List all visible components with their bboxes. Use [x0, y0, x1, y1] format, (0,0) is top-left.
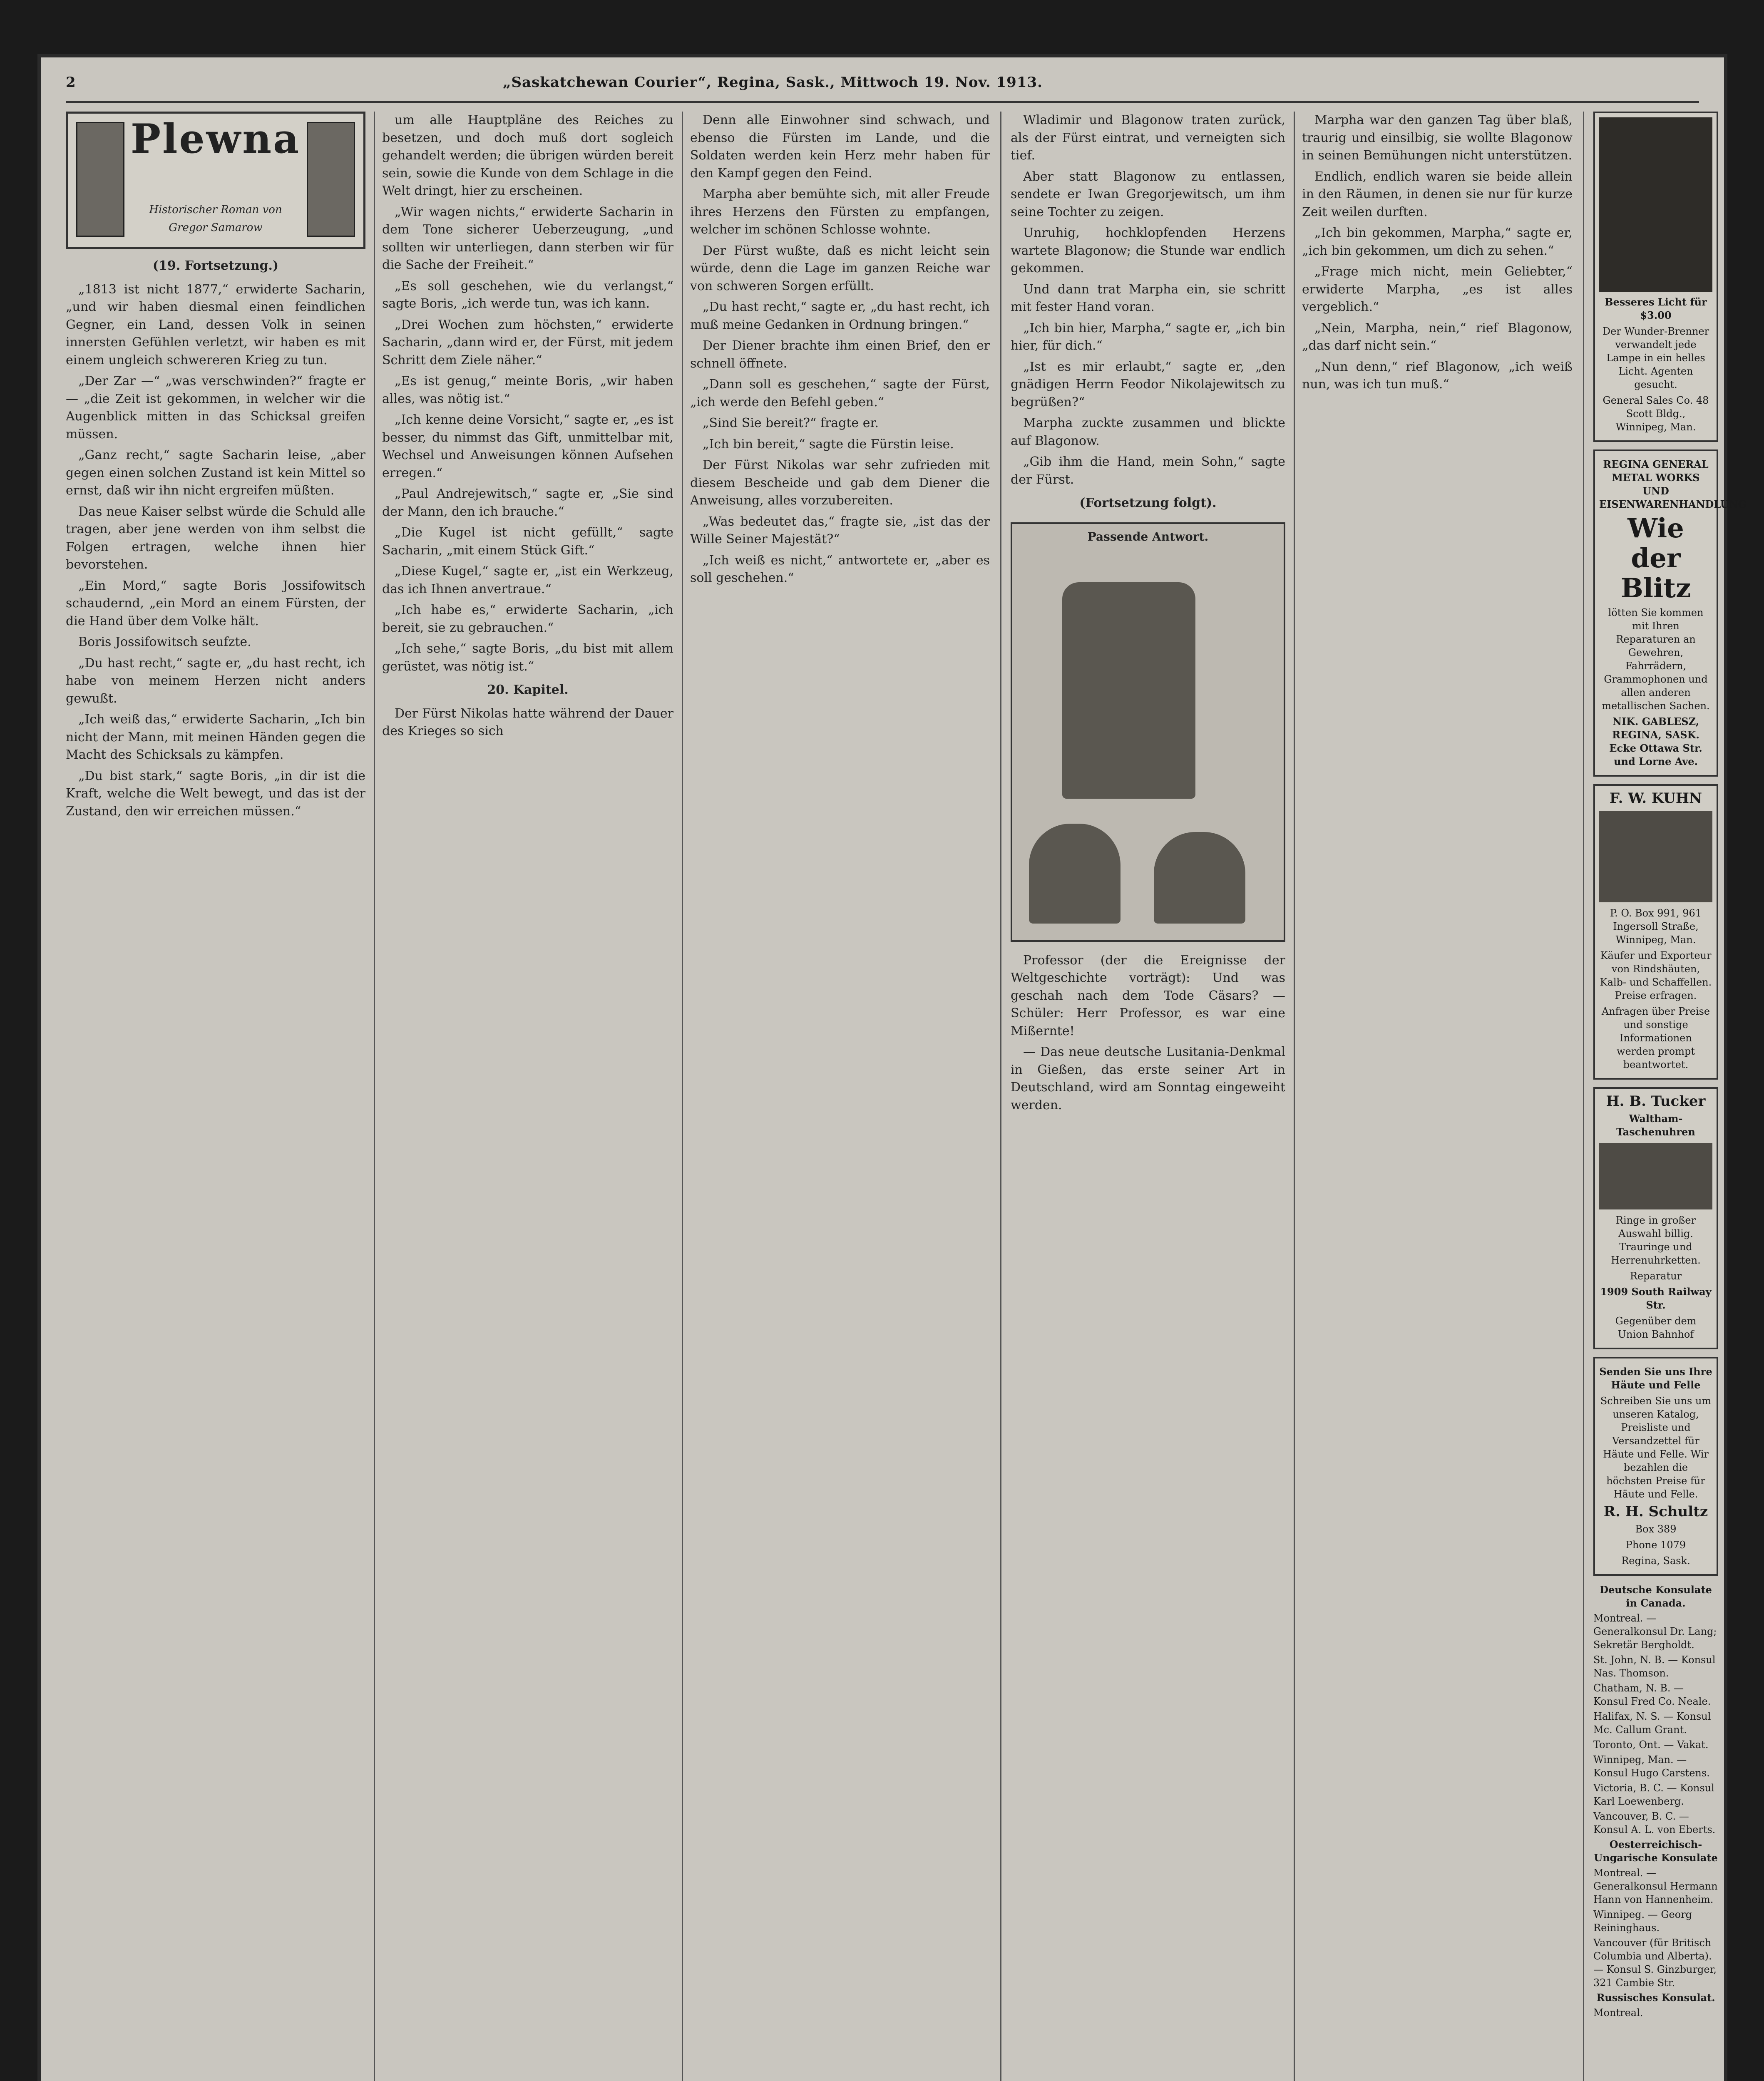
paragraph: „Du bist stark,“ sagte Boris, „in dir ist die Kraft, welche die Welt bewegt, und das ist der Zustand, den wir erreichen müssen.“ — [66, 768, 365, 819]
ad-text: Der Wunder-Brenner verwandelt jede Lampe in ein helles Licht. Agenten gesucht. — [1602, 325, 1709, 390]
paragraph: Der Fürst wußte, daß es nicht leicht sein würde, denn die Lage im ganzen Reiche war von schweren Sorgen erfüllt. — [690, 243, 990, 293]
paragraph: Marpha war den ganzen Tag über blaß, traurig und einsilbig, sie wollte Blagonow in seinen Bemühungen nicht unterstützen. — [1302, 113, 1573, 163]
paragraph: „Was bedeutet das,“ fragte sie, „ist das der Wille Seiner Majestät?“ — [690, 514, 990, 546]
ad-text: Käufer und Exporteur von Rindshäuten, Kalb- und Schaffellen. Preise erfragen. — [1600, 950, 1712, 1001]
to-be-continued: (Fortsetzung folgt). — [1079, 496, 1217, 510]
paragraph: Wladimir und Blagonow traten zurück, als der Fürst eintrat, und verneigten sich tief. — [1011, 113, 1285, 163]
chapter-heading: 20. Kapitel. — [487, 683, 569, 697]
ad-heading: REGINA GENERAL METAL WORKS UND EISENWARENHANDLUNG — [1599, 458, 1747, 510]
list-item: Montreal. — Generalkonsul Dr. Lang; Sekretär Bergholdt. — [1593, 1612, 1717, 1651]
ads-column — [1593, 112, 1747, 2081]
paragraph: „Nun denn,“ rief Blagonow, „ich weiß nun, was ich tun muß.“ — [1302, 359, 1573, 392]
list-item: Chatham, N. B. — Konsul Fred Co. Neale. — [1593, 1682, 1711, 1707]
paragraph: „Ich bin gekommen, Marpha,“ sagte er, „ich bin gekommen, um dich zu sehen.“ — [1302, 226, 1573, 258]
ad-text: lötten Sie kommen mit Ihren Reparaturen an Gewehren, Fahrrädern, Grammophonen und allen anderen metallischen Sachen. — [1602, 607, 1710, 712]
continuation-note: (19. Fortsetzung.) — [152, 258, 279, 273]
serial-subtitle: Historischer Roman von Gregor Samarow — [149, 204, 282, 234]
news-item: — Das neue deutsche Lusitania-Denkmal in Gießen, das erste seiner Art in Deutschland, wird am Sonntag eingeweiht werden. — [1011, 1045, 1285, 1113]
paragraph: „Wir wagen nichts,“ erwiderte Sacharin in dem Tone sicherer Ueberzeugung, „und sollten wir unterliegen, dann sterben wir für die Sache der Freiheit.“ — [382, 204, 673, 272]
list-item: Victoria, B. C. — Konsul Karl Loewenberg. — [1593, 1782, 1714, 1807]
paragraph: „Der Zar —“ „was verschwinden?“ fragte er — „die Zeit ist gekommen, in welcher wir die Augenblick mitten in das Schicksal greifen müssen. — [66, 374, 365, 442]
paragraph: „Sind Sie bereit?“ fragte er. — [703, 416, 879, 430]
cartoon-text: Professor (der die Ereignisse der Weltgeschichte vorträgt): Und was geschah nach dem Tode Cäsars? — Schüler: Herr Professor, es war eine Mißernte! — [1011, 953, 1285, 1038]
clock-image — [1599, 1143, 1712, 1209]
ad-slogan: Wie der Blitz — [1620, 513, 1691, 604]
column-divider — [1583, 112, 1584, 2081]
ad-sub: Waltham-Taschenuhren — [1616, 1113, 1695, 1138]
ad-text: Ringe in großer Auswahl billig. Trauringe und Herrenuhrketten. — [1611, 1214, 1701, 1266]
ad-name: H. B. Tucker — [1606, 1093, 1706, 1110]
ad-schultz — [1593, 1357, 1718, 1576]
list-item: Montreal. — Generalkonsul Hermann Hann von Hannenheim. — [1593, 1867, 1718, 1905]
cartoon-illustration — [1011, 522, 1285, 942]
ad-text: Schreiben Sie uns um unseren Katalog, Preisliste und Versandzettel für Häute und Felle. Wir bezahlen die höchsten Preise für Häute und Felle. — [1600, 1395, 1712, 1500]
paragraph: Der Fürst Nikolas hatte während der Dauer des Krieges so sich — [382, 706, 673, 738]
ad-sub: Anfragen über Preise und sonstige Informationen werden prompt beantwortet. — [1601, 1006, 1710, 1070]
paragraph: „Ich sehe,“ sagte Boris, „du bist mit allem gerüstet, was nötig ist.“ — [382, 641, 673, 674]
column-divider — [1000, 112, 1001, 2081]
ad-tucker — [1593, 1087, 1718, 1349]
column-2 — [382, 112, 673, 2081]
ad-name: R. H. Schultz — [1603, 1503, 1708, 1520]
ad-lamp — [1593, 112, 1718, 442]
paragraph: „Drei Wochen zum höchsten,“ erwiderte Sacharin, „dann wird er, der Fürst, mit jedem Schritt dem Ziele näher.“ — [382, 317, 673, 368]
title-illustration-right — [307, 122, 355, 237]
paragraph: Endlich, endlich waren sie beide allein in den Räumen, in denen sie nur für kurze Zeit weilen durften. — [1302, 169, 1573, 219]
ad-heading: Besseres Licht für $3.00 — [1605, 296, 1707, 321]
ad-box: Box 389 — [1635, 1523, 1677, 1535]
ad-heading: Senden Sie uns Ihre Häute und Felle — [1599, 1366, 1712, 1391]
paragraph: „Ich weiß es nicht,“ antwortete er, „aber es soll geschehen.“ — [690, 553, 990, 585]
paragraph: „1813 ist nicht 1877,“ erwiderte Sacharin, „und wir haben diesmal einen feindlichen Gegner, ein Land, dessen Volk in seinen innersten Gefühlen verletzt, wir haben es mit einem ungleich schwereren Krieg zu tun. — [66, 282, 365, 368]
list-item: Winnipeg. — Georg Reininghaus. — [1593, 1909, 1692, 1934]
column-divider — [682, 112, 683, 2081]
column-4 — [1011, 112, 1285, 2081]
list-item: Halifax, N. S. — Konsul Mc. Callum Grant. — [1593, 1711, 1711, 1736]
paragraph: „Du hast recht,“ sagte er, „du hast recht, ich muß meine Gedanken in Ordnung bringen.“ — [690, 300, 990, 332]
paragraph: „Dann soll es geschehen,“ sagte der Fürst, „ich werde den Befehl geben.“ — [690, 377, 990, 410]
professor-figure — [1062, 582, 1195, 799]
paragraph: „Ich bin bereit,“ sagte die Fürstin leise. — [703, 437, 954, 452]
cartoon-caption: Passende Antwort. — [1087, 529, 1209, 544]
paragraph: Der Fürst Nikolas war sehr zufrieden mit diesem Bescheide und gab dem Diener die Anweisung, alles vorzubereiten. — [690, 458, 990, 508]
ad-phone: Phone 1079 — [1625, 1539, 1686, 1551]
paragraph: „Frage mich nicht, mein Geliebter,“ erwiderte Marpha, „es ist alles vergeblich.“ — [1302, 264, 1573, 314]
ad-footer: NIK. GABLESZ, REGINA, SASK. Ecke Ottawa Str. und Lorne Ave. — [1609, 715, 1702, 767]
ad-repair: Reparatur — [1630, 1270, 1682, 1282]
masthead: „Saskatchewan Courier“, Regina, Sask., Mittwoch 19. Nov. 1913. — [503, 74, 1043, 91]
paragraph: um alle Hauptpläne des Reiches zu besetzen, und doch muß dort sogleich gehandelt werden; die übrigen würden bereit sein, sowie die Kunde von dem Schlage in die Welt dringt, hier zu erscheinen. — [382, 113, 673, 198]
paragraph: „Paul Andrejewitsch,“ sagte er, „Sie sind der Mann, den ich brauche.“ — [382, 487, 673, 519]
list-item: Montreal. — [1593, 2007, 1643, 2019]
ad-footer: General Sales Co. 48 Scott Bldg., Winnipeg, Man. — [1603, 395, 1709, 433]
section-heading: Deutsche Konsulate in Canada. — [1600, 1584, 1712, 1609]
header-rule — [66, 101, 1699, 103]
page-header — [66, 74, 1699, 99]
paragraph: Marpha zuckte zusammen und blickte auf Blagonow. — [1011, 416, 1285, 448]
paragraph: „Es soll geschehen, wie du verlangst,“ sagte Boris, „ich werde tun, was ich kann. — [382, 278, 673, 311]
paragraph: „Ist es mir erlaubt,“ sagte er, „den gnädigen Herrn Feodor Nikolajewitsch zu begrüßen?“ — [1011, 359, 1285, 410]
list-item: St. John, N. B. — Konsul Nas. Thomson. — [1593, 1654, 1716, 1679]
paragraph: Und dann trat Marpha ein, sie schritt mit fester Hand voran. — [1011, 282, 1285, 314]
column-divider — [374, 112, 375, 2081]
paragraph: „Die Kugel ist nicht gefüllt,“ sagte Sacharin, „mit einem Stück Gift.“ — [382, 525, 673, 558]
ad-note: Gegenüber dem Union Bahnhof — [1615, 1315, 1697, 1340]
column-1 — [66, 112, 365, 2081]
lamp-image — [1599, 117, 1712, 292]
column-5 — [1302, 112, 1573, 2081]
paragraph: Unruhig, hochklopfenden Herzens wartete Blagonow; die Stunde war endlich gekommen. — [1011, 226, 1285, 276]
paragraph: „Ich weiß das,“ erwiderte Sacharin, „Ich bin nicht der Mann, mit meinen Händen gegen die Macht des Schicksals zu kämpfen. — [66, 712, 365, 762]
list-item: Vancouver (für Britisch Columbia und Alberta). — Konsul S. Ginzburger, 321 Cambie Str. — [1593, 1937, 1717, 1989]
ad-metal-works — [1593, 449, 1747, 777]
consulates-list — [1593, 1583, 1718, 2019]
paragraph: „Ich bin hier, Marpha,“ sagte er, „ich bin hier, für dich.“ — [1011, 320, 1285, 353]
serial-title-box — [66, 112, 365, 249]
paragraph: „Ich habe es,“ erwiderte Sacharin, „ich bereit, sie zu gebrauchen.“ — [382, 603, 673, 635]
newspaper-page — [37, 54, 1747, 2081]
paragraph: Der Diener brachte ihm einen Brief, den er schnell öffnete. — [690, 338, 990, 371]
paragraph: „Es ist genug,“ meinte Boris, „wir haben alles, was nötig ist.“ — [382, 374, 673, 406]
title-illustration-left — [76, 122, 124, 237]
list-item: Winnipeg, Man. — Konsul Hugo Carstens. — [1593, 1754, 1710, 1779]
paragraph: Marpha aber bemühte sich, mit aller Freude ihres Herzens den Fürsten zu empfangen, welcher im schönen Schlosse wohnte. — [690, 187, 990, 237]
paragraph: „Ich kenne deine Vorsicht,“ sagte er, „es ist besser, du nimmst das Gift, unmittelbar mit, Wechsel und Anweisungen können Aufsehen erregen.“ — [382, 412, 673, 480]
paragraph: „Diese Kugel,“ sagte er, „ist ein Werkzeug, das ich Ihnen anvertraue.“ — [382, 564, 673, 596]
section-heading: Oesterreichisch-Ungarische Konsulate — [1594, 1838, 1718, 1864]
page-number: 2 — [66, 74, 76, 91]
paragraph: „Du hast recht,“ sagte er, „du hast recht, ich habe von meinem Herzen nicht anders gewußt. — [66, 656, 365, 706]
paragraph: Boris Jossifowitsch seufzte. — [78, 635, 251, 649]
list-item: Vancouver, B. C. — Konsul A. L. von Eberts. — [1593, 1810, 1716, 1835]
column-divider — [1294, 112, 1295, 2081]
paragraph: Das neue Kaiser selbst würde die Schuld alle tragen, aber jene werden von ihm selbst die Folgen ertragen, welche ihnen hier bevorstehen. — [66, 504, 365, 572]
paragraph: „Nein, Marpha, nein,“ rief Blagonow, „das darf nicht sein.“ — [1302, 320, 1573, 353]
paragraph: Denn alle Einwohner sind schwach, und ebenso die Fürsten im Lande, und die Soldaten werden kein Herz mehr haben für den Kampf gegen den Feind. — [690, 113, 990, 181]
paragraph: „Gib ihm die Hand, mein Sohn,“ sagte der Fürst. — [1011, 454, 1285, 487]
paragraph: Aber statt Blagonow zu entlassen, sendete er Iwan Gregorjewitsch, um ihm seine Tochter zu zeigen. — [1011, 169, 1285, 219]
paragraph: „Ein Mord,“ sagte Boris Jossifowitsch schaudernd, „ein Mord an einem Fürsten, der die Hand über dem Volke hält. — [66, 578, 365, 628]
pelt-image — [1599, 811, 1712, 902]
section-heading: Russisches Konsulat. — [1596, 1992, 1715, 2004]
ad-address: 1909 South Railway Str. — [1600, 1286, 1712, 1311]
list-item: Toronto, Ont. — Vakat. — [1593, 1739, 1709, 1751]
ad-address: P. O. Box 991, 961 Ingersoll Straße, Winnipeg, Man. — [1610, 907, 1702, 946]
ad-name: F. W. KUHN — [1609, 790, 1702, 807]
paragraph: „Ganz recht,“ sagte Sacharin leise, „aber gegen einen solchen Zustand ist kein Mittel so ernst, daß wir ihn nicht ergreifen müßten. — [66, 448, 365, 498]
ad-city: Regina, Sask. — [1621, 1555, 1690, 1567]
serial-title: Plewna — [130, 115, 301, 162]
student-figure — [1029, 824, 1121, 924]
column-3 — [690, 112, 990, 2081]
ad-kuhn — [1593, 784, 1718, 1080]
student-figure — [1154, 832, 1245, 924]
